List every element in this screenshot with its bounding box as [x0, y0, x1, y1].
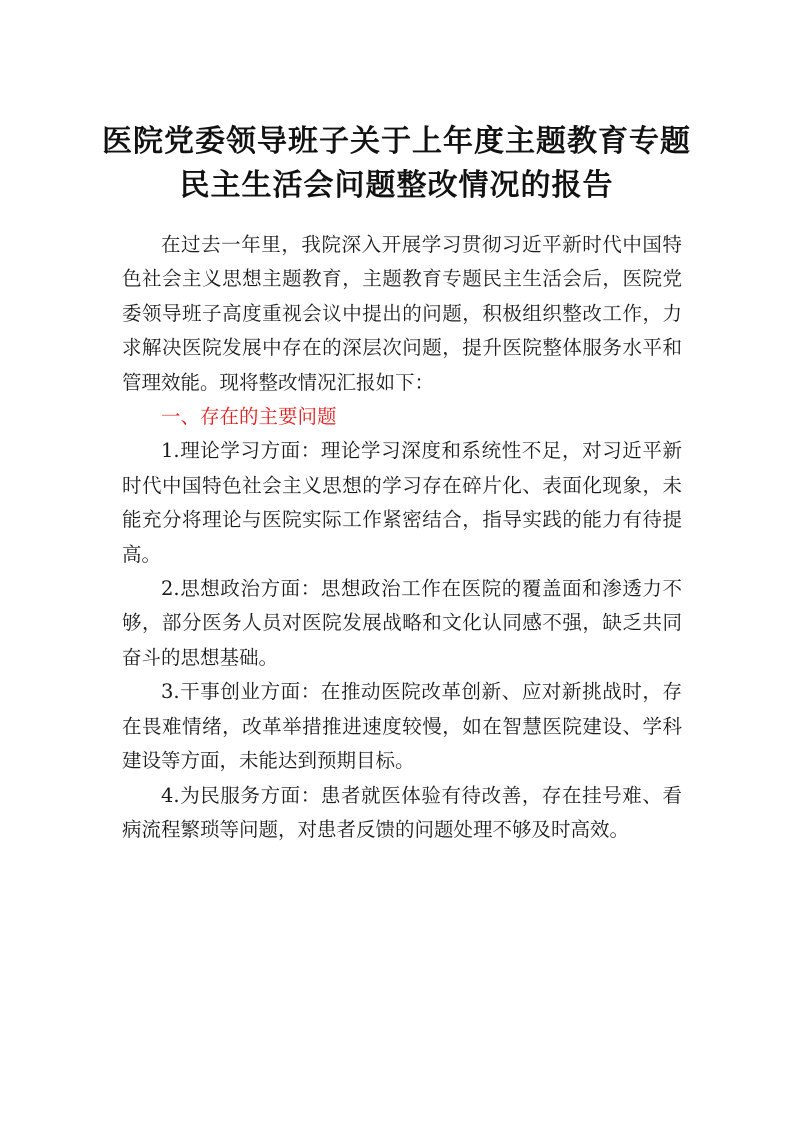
problem-item-1: 1.理论学习方面：理论学习深度和系统性不足，对习近平新时代中国特色社会主义思想的学习存在碎片化、表面化现象，未能充分将理论与医院实际工作紧密结合，指导实践的能力有待提高。 — [122, 439, 682, 566]
intro-paragraph: 在过去一年里，我院深入开展学习贯彻习近平新时代中国特色社会主义思想主题教育，主题教育专题民主生活会后，医院党委领导班子高度重视会议中提出的问题，积极组织整改工作，力求解决医院发展中存在的深层次问题，提升医院整体服务水平和管理效能。现将整改情况汇报如下： — [122, 233, 682, 394]
section-heading: 一、存在的主要问题 — [161, 405, 337, 429]
problem-item-3: 3.干事创业方面：在推动医院改革创新、应对新挑战时，存在畏难情绪，改革举措推进速度较慢，如在智慧医院建设、学科建设等方面，未能达到预期目标。 — [122, 680, 682, 773]
document-title-line-1: 医院党委领导班子关于上年度主题教育专题 — [102, 124, 691, 159]
problem-item-4: 4.为民服务方面：患者就医体验有待改善，存在挂号难、看病流程繁琐等问题，对患者反馈的问题处理不够及时高效。 — [122, 783, 682, 841]
problem-item-2: 2.思想政治方面：思想政治工作在医院的覆盖面和渗透力不够，部分医务人员对医院发展战略和文化认同感不强，缺乏共同奋斗的思想基础。 — [122, 577, 682, 669]
document-body — [122, 228, 682, 847]
document-title-line-2: 民主生活会问题整改情况的报告 — [179, 168, 614, 203]
